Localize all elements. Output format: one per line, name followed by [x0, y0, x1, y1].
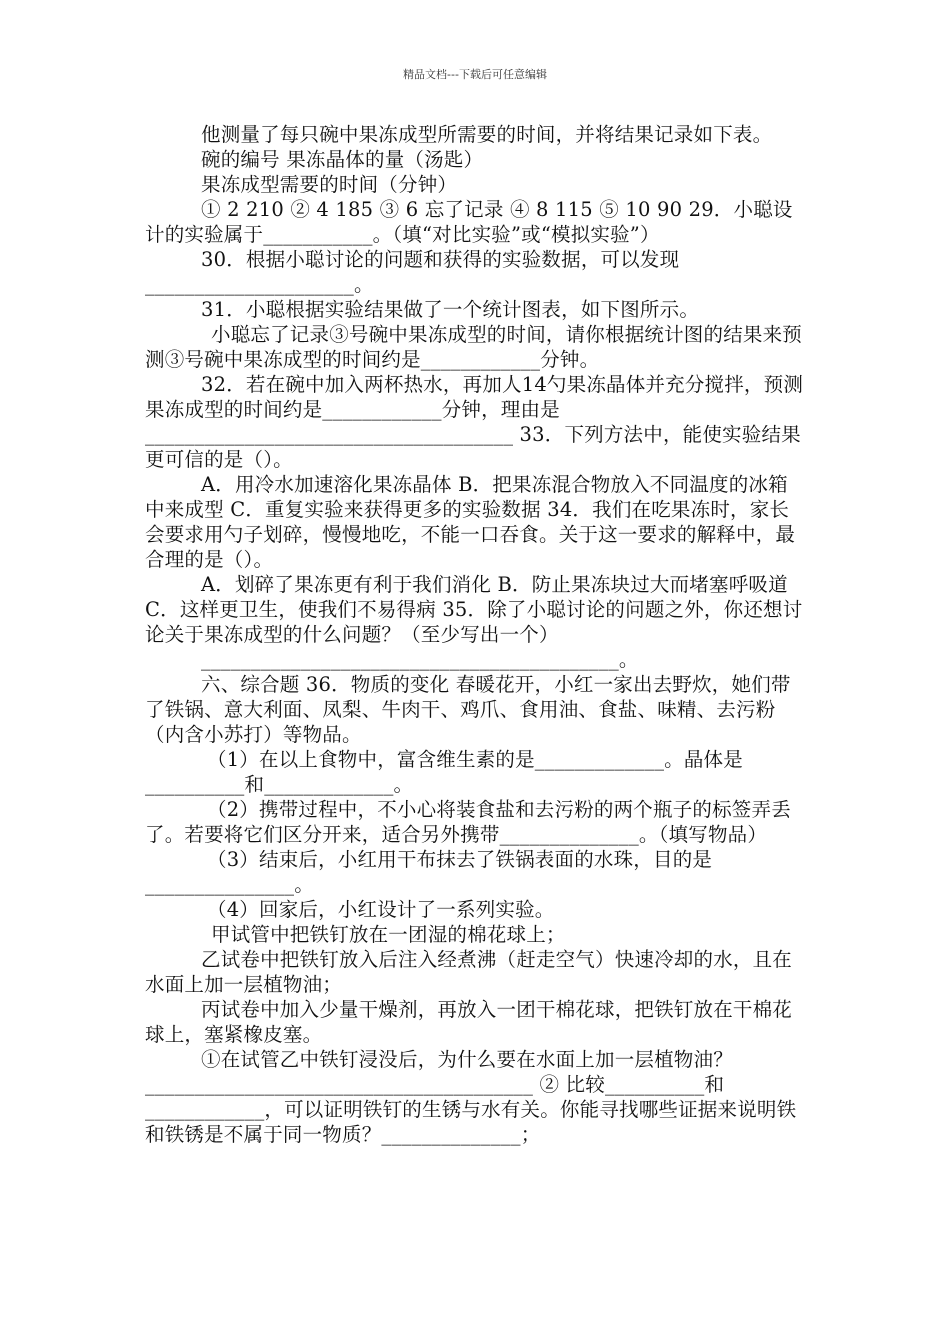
paragraph: __________________________________________。 [201, 648, 639, 671]
paragraph: （1）在以上食物中，富含维生素的是_____________。晶体是__________和_____________。 [145, 748, 743, 796]
document-body [145, 122, 807, 1147]
paragraph: （3）结束后，小红用干布抹去了铁锅表面的水珠，目的是_______________。 [145, 848, 713, 896]
paragraph: 甲试管中把铁钉放在一团湿的棉花球上； [211, 923, 566, 946]
paragraph: 丙试卷中加入少量干燥剂，再放入一团干棉花球，把铁钉放在干棉花球上，塞紧橡皮塞。 [145, 998, 793, 1046]
paragraph: 32．若在碗中加入两杯热水，再加人14勺果冻晶体并充分搅拌，预测果冻成型的时间约是____________分钟，理由是_____________________________________ 33．下列方法中，能使实验结果更可信的是（）。 [145, 373, 804, 471]
paragraph: （4）回家后，小红设计了一系列实验。 [207, 898, 555, 921]
paragraph: 果冻成型需要的时间（分钟） [201, 173, 458, 196]
paragraph: A．用冷水加速溶化果冻晶体 B．把果冻混合物放入不同温度的冰箱中来成型 C．重复实验来获得更多的实验数据 34．我们在吃果冻时，家长会要求用勺子划碎，慢慢地吃，不能一口吞食。关于这一要求的解释中，最合理的是（）。 [145, 473, 796, 571]
paragraph: 六、综合题 36．物质的变化 春暖花开，小红一家出去野炊，她们带了铁锅、意大利面、凤梨、牛肉干、鸡爪、食用油、食盐、味精、去污粉（内含小苏打）等物品。 [145, 673, 791, 746]
paragraph: （2）携带过程中，不小心将装食盐和去污粉的两个瓶子的标签弄丢了。若要将它们区分开来，适合另外携带______________。（填写物品） [145, 798, 791, 846]
paragraph: 他测量了每只碗中果冻成型所需要的时间，并将结果记录如下表。 [201, 123, 773, 146]
paragraph: 30．根据小聪讨论的问题和获得的实验数据，可以发现_____________________。 [145, 248, 680, 296]
paragraph: 乙试卷中把铁钉放入后注入经煮沸（赶走空气）快速冷却的水，且在水面上加一层植物油； [145, 948, 793, 996]
paragraph: ①在试管乙中铁钉浸没后，为什么要在水面上加一层植物油？_______________________________________ ② 比较__________和____________，可以证明铁钉的生锈与水有关。你能寻找哪些证据来说明铁和铁锈是不属于同一物质？______________； [145, 1048, 797, 1146]
paragraph: A．划碎了果冻更有利于我们消化 B．防止果冻块过大而堵塞呼吸道 C．这样更卫生，使我们不易得病 35．除了小聪讨论的问题之外，你还想讨论关于果冻成型的什么问题？（至少写出一个） [145, 573, 803, 646]
paragraph: 31．小聪根据实验结果做了一个统计图表，如下图所示。 [201, 298, 700, 321]
paragraph: ① 2 210 ② 4 185 ③ 6 忘了记录 ④ 8 115 ⑤ 10 90 29．小聪设计的实验属于___________。（填“对比实验”或“模拟实验”） [145, 198, 793, 246]
paragraph: 小聪忘了记录③号碗中果冻成型的时间，请你根据统计图的结果来预测③号碗中果冻成型的时间约是____________分钟。 [145, 323, 803, 371]
page-header: 精品文档---下载后可任意编辑 [403, 68, 547, 81]
paragraph: 碗的编号 果冻晶体的量（汤匙） [201, 148, 484, 171]
